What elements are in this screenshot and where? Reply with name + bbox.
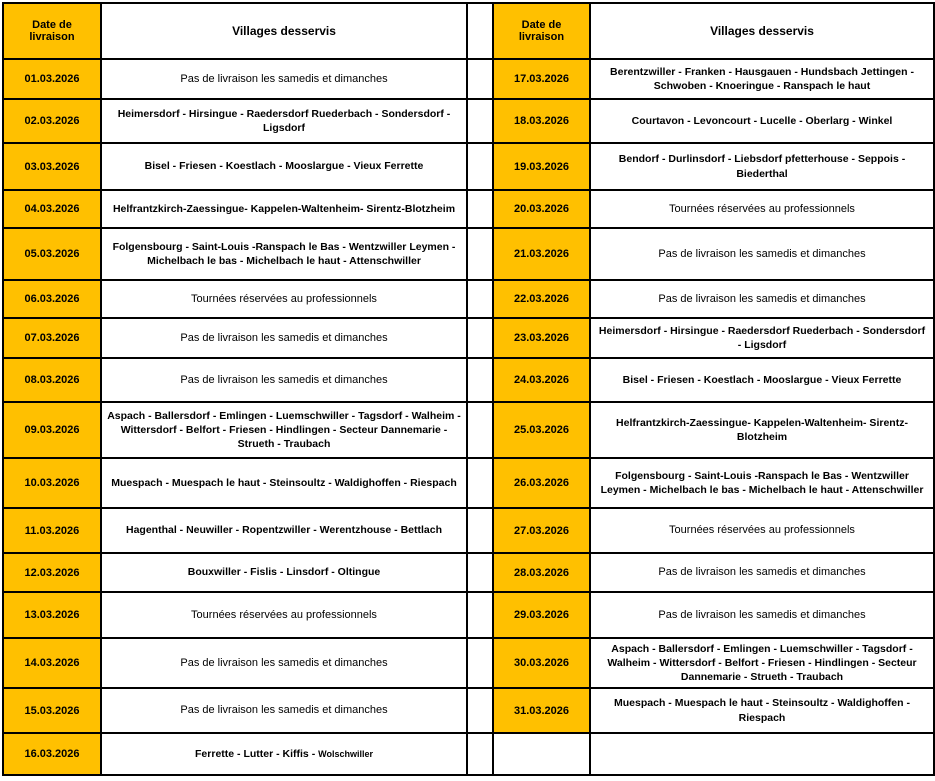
header-row <box>3 3 934 59</box>
spacer-cell <box>467 733 493 775</box>
villages-cell-left: Helfrantzkirch-Zaessingue- Kappelen-Waltenheim- Sirentz-Blotzheim <box>101 190 467 228</box>
villages-cell-right: Helfrantzkirch-Zaessingue- Kappelen-Waltenheim- Sirentz-Blotzheim <box>590 402 934 458</box>
empty-date-cell-right <box>493 733 590 775</box>
date-cell-right: 28.03.2026 <box>493 553 590 592</box>
spacer-cell <box>467 508 493 553</box>
schedule-body <box>3 59 934 775</box>
villages-cell-left: Ferrette - Lutter - Kiffis - Wolschwiller <box>101 733 467 775</box>
schedule-row <box>3 99 934 143</box>
villages-cell-right: Berentzwiller - Franken - Hausgauen - Hundsbach Jettingen - Schwoben - Knoeringue - Ranspach le haut <box>590 59 934 99</box>
villages-cell-right: Aspach - Ballersdorf - Emlingen - Luemschwiller - Tagsdorf - Walheim - Wittersdorf - Belfort - Friesen - Hindlingen - Secteur Dannemarie - Strueth - Traubach <box>590 638 934 688</box>
date-cell-left: 01.03.2026 <box>3 59 101 99</box>
date-cell-right: 31.03.2026 <box>493 688 590 733</box>
spacer-cell <box>467 592 493 638</box>
villages-cell-left: Aspach - Ballersdorf - Emlingen - Luemschwiller - Tagsdorf - Walheim - Wittersdorf - Belfort - Friesen - Hindlingen - Secteur Dannemarie - Strueth - Traubach <box>101 402 467 458</box>
date-cell-left: 12.03.2026 <box>3 553 101 592</box>
villages-cell-left: Pas de livraison les samedis et dimanches <box>101 358 467 402</box>
schedule-row <box>3 143 934 190</box>
spacer-cell <box>467 638 493 688</box>
spacer-cell <box>467 688 493 733</box>
villages-cell-left: Bisel - Friesen - Koestlach - Mooslargue - Vieux Ferrette <box>101 143 467 190</box>
villages-cell-left: Bouxwiller - Fislis - Linsdorf - Oltingue <box>101 553 467 592</box>
header-date-right: Date de livraison <box>493 3 590 59</box>
date-cell-left: 15.03.2026 <box>3 688 101 733</box>
villages-cell-left: Folgensbourg - Saint-Louis -Ranspach le Bas - Wentzwiller Leymen - Michelbach le bas - Michelbach le haut - Attenschwiller <box>101 228 467 280</box>
schedule-row <box>3 592 934 638</box>
date-cell-right: 22.03.2026 <box>493 280 590 318</box>
schedule-row <box>3 553 934 592</box>
villages-cell-right: Pas de livraison les samedis et dimanches <box>590 280 934 318</box>
header-date-left: Date de livraison <box>3 3 101 59</box>
spacer-cell <box>467 99 493 143</box>
villages-small-text: Wolschwiller <box>318 748 373 759</box>
delivery-schedule-table <box>2 2 935 776</box>
schedule-row <box>3 59 934 99</box>
villages-cell-right: Pas de livraison les samedis et dimanches <box>590 553 934 592</box>
spacer-cell <box>467 228 493 280</box>
date-cell-left: 04.03.2026 <box>3 190 101 228</box>
date-cell-left: 06.03.2026 <box>3 280 101 318</box>
schedule-row <box>3 508 934 553</box>
schedule-row <box>3 688 934 733</box>
villages-cell-right: Tournées réservées au professionnels <box>590 508 934 553</box>
schedule-row <box>3 402 934 458</box>
villages-cell-right: Tournées réservées au professionnels <box>590 190 934 228</box>
date-cell-left: 11.03.2026 <box>3 508 101 553</box>
schedule-row <box>3 358 934 402</box>
villages-cell-left: Pas de livraison les samedis et dimanches <box>101 318 467 358</box>
date-cell-right: 20.03.2026 <box>493 190 590 228</box>
schedule-row <box>3 190 934 228</box>
villages-cell-right: Folgensbourg - Saint-Louis -Ranspach le Bas - Wentzwiller Leymen - Michelbach le bas - Michelbach le haut - Attenschwiller <box>590 458 934 508</box>
schedule-row <box>3 318 934 358</box>
date-cell-right: 26.03.2026 <box>493 458 590 508</box>
spacer-cell <box>467 358 493 402</box>
spacer-cell <box>467 402 493 458</box>
spacer-cell <box>467 458 493 508</box>
schedule-row <box>3 733 934 775</box>
villages-cell-right: Muespach - Muespach le haut - Steinsoultz - Waldighoffen - Riespach <box>590 688 934 733</box>
villages-cell-left: Tournées réservées au professionnels <box>101 592 467 638</box>
villages-cell-left: Muespach - Muespach le haut - Steinsoultz - Waldighoffen - Riespach <box>101 458 467 508</box>
date-cell-right: 18.03.2026 <box>493 99 590 143</box>
spacer-cell <box>467 190 493 228</box>
villages-cell-right: Pas de livraison les samedis et dimanches <box>590 228 934 280</box>
date-cell-left: 16.03.2026 <box>3 733 101 775</box>
schedule-row <box>3 458 934 508</box>
header-villages-left: Villages desservis <box>101 3 467 59</box>
villages-cell-right: Bendorf - Durlinsdorf - Liebsdorf pfetterhouse - Seppois - Biederthal <box>590 143 934 190</box>
schedule-row <box>3 638 934 688</box>
empty-villages-cell-right <box>590 733 934 775</box>
header-spacer-cell <box>467 3 493 59</box>
spacer-cell <box>467 280 493 318</box>
spacer-cell <box>467 318 493 358</box>
date-cell-left: 03.03.2026 <box>3 143 101 190</box>
schedule-row <box>3 228 934 280</box>
schedule-row <box>3 280 934 318</box>
spacer-cell <box>467 59 493 99</box>
spacer-cell <box>467 143 493 190</box>
villages-cell-left: Pas de livraison les samedis et dimanches <box>101 638 467 688</box>
date-cell-right: 30.03.2026 <box>493 638 590 688</box>
date-cell-right: 25.03.2026 <box>493 402 590 458</box>
date-cell-right: 17.03.2026 <box>493 59 590 99</box>
date-cell-left: 14.03.2026 <box>3 638 101 688</box>
date-cell-right: 27.03.2026 <box>493 508 590 553</box>
villages-cell-left: Pas de livraison les samedis et dimanches <box>101 688 467 733</box>
villages-cell-right: Courtavon - Levoncourt - Lucelle - Oberlarg - Winkel <box>590 99 934 143</box>
date-cell-left: 09.03.2026 <box>3 402 101 458</box>
date-cell-right: 19.03.2026 <box>493 143 590 190</box>
villages-cell-right: Bisel - Friesen - Koestlach - Mooslargue - Vieux Ferrette <box>590 358 934 402</box>
date-cell-right: 29.03.2026 <box>493 592 590 638</box>
date-cell-left: 07.03.2026 <box>3 318 101 358</box>
date-cell-right: 24.03.2026 <box>493 358 590 402</box>
villages-cell-right: Pas de livraison les samedis et dimanches <box>590 592 934 638</box>
date-cell-left: 10.03.2026 <box>3 458 101 508</box>
villages-cell-left: Pas de livraison les samedis et dimanches <box>101 59 467 99</box>
spacer-cell <box>467 553 493 592</box>
villages-cell-left: Hagenthal - Neuwiller - Ropentzwiller - Werentzhouse - Bettlach <box>101 508 467 553</box>
date-cell-left: 02.03.2026 <box>3 99 101 143</box>
date-cell-left: 08.03.2026 <box>3 358 101 402</box>
date-cell-left: 05.03.2026 <box>3 228 101 280</box>
date-cell-left: 13.03.2026 <box>3 592 101 638</box>
header-villages-right: Villages desservis <box>590 3 934 59</box>
date-cell-right: 23.03.2026 <box>493 318 590 358</box>
villages-cell-right: Heimersdorf - Hirsingue - Raedersdorf Ruederbach - Sondersdorf - Ligsdorf <box>590 318 934 358</box>
villages-cell-left: Tournées réservées au professionnels <box>101 280 467 318</box>
villages-cell-left: Heimersdorf - Hirsingue - Raedersdorf Ruederbach - Sondersdorf - Ligsdorf <box>101 99 467 143</box>
date-cell-right: 21.03.2026 <box>493 228 590 280</box>
